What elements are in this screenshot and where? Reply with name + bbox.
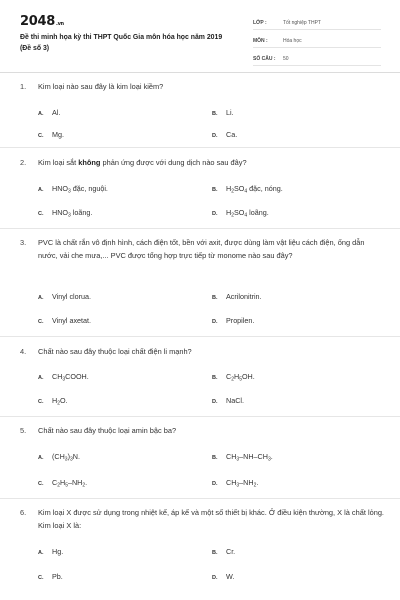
option-b[interactable] [212,292,262,301]
option-d[interactable] [212,572,234,581]
site-logo[interactable] [20,14,64,29]
question-text-part: phản ứng được với dung dịch nào sau đây? [100,158,247,167]
formula-subscript: 3 [69,456,73,463]
question-6 [20,506,385,532]
meta-value: Hóa học [283,38,302,44]
question-number: 6. [20,508,27,517]
formula-subscript: 2 [57,482,60,489]
question-text [38,156,385,169]
option-letter: D. [212,133,218,139]
question-text: Kim loại nào sau đây là kim loại kiềm? [38,82,164,91]
formula-subscript: 5 [65,482,68,489]
formula-part: đặc, nóng. [247,184,283,193]
formula-part: SO [233,208,245,217]
option-text [226,372,255,381]
option-d[interactable] [212,316,254,325]
question-text: Chất nào sau đây thuộc loại amin bậc ba? [38,426,177,435]
option-letter: A. [38,111,44,117]
formula-part: H [52,396,58,405]
meta-label: MÔN : [253,38,268,44]
option-text: Acrilonitrin. [226,292,262,301]
option-letter: A. [38,455,44,461]
option-letter: C. [38,399,44,405]
option-text: Pb. [52,572,63,581]
formula-part: N. [72,452,80,461]
option-text [52,396,68,405]
formula-part: HNO [52,208,68,217]
option-c[interactable] [38,396,68,405]
formula-subscript: 3 [236,482,240,489]
question-text: Chất nào sau đây thuộc loại chất điện li mạnh? [38,347,192,356]
meta-row-count [253,50,381,66]
option-letter: C. [38,133,44,139]
formula-subscript: 3 [67,212,71,219]
formula-subscript: 2 [231,188,234,195]
option-text [52,372,89,381]
question-1 [20,80,385,93]
option-b[interactable] [212,184,283,193]
option-d[interactable] [212,396,244,405]
option-a[interactable] [38,547,63,556]
question-divider [0,147,400,148]
option-text [226,208,269,217]
option-letter: D. [212,575,218,581]
formula-subscript: 3 [62,376,66,383]
formula-part: H [233,372,240,381]
formula-subscript: 2 [57,400,60,407]
option-text: NaCl. [226,396,244,405]
formula-part: loãng. [70,208,93,217]
formula-part: (CH [52,452,65,461]
header-divider [0,72,400,73]
question-number: 1. [20,82,27,91]
formula-subscript: 2 [231,212,234,219]
formula-part: CH [52,372,63,381]
option-text: W. [226,572,235,581]
question-number: 5. [20,426,27,435]
exam-title: Đề thi minh họa kỳ thi THPT Quốc Gia môn hóa học năm 2019 (Đề số 3) [20,34,223,52]
question-text-emphasis: không [78,158,101,167]
question-2 [20,156,385,169]
formula-part: H [59,478,66,487]
option-text [226,452,273,461]
option-letter: A. [38,550,44,556]
option-letter: D. [212,399,218,405]
formula-part: O. [59,396,68,405]
option-letter: B. [212,187,218,193]
option-letter: B. [212,455,218,461]
option-text [52,478,87,487]
formula-part: loãng. [247,208,269,217]
option-letter: A. [38,375,44,381]
formula-subscript: 3 [64,456,68,463]
option-text [226,478,258,487]
question-number: 3. [20,238,27,247]
option-text: Hg. [52,547,64,556]
logo-suffix: .vn [55,21,64,27]
option-b[interactable] [212,452,273,461]
formula-part: OH. [241,372,255,381]
option-letter: D. [212,211,218,217]
option-c[interactable] [38,316,91,325]
question-divider [0,228,400,229]
question-divider [0,336,400,337]
option-d[interactable] [212,130,237,139]
option-letter: B. [212,550,218,556]
formula-subscript: 3 [67,188,71,195]
option-letter: A. [38,295,44,301]
option-a[interactable] [38,372,89,381]
option-letter: C. [38,211,44,217]
option-c[interactable] [38,130,64,139]
formula-part: . [270,452,273,461]
option-text: Vinyl clorua. [52,292,92,301]
option-letter: B. [212,295,218,301]
option-b[interactable] [212,108,234,117]
option-b[interactable] [212,372,255,381]
formula-subscript: 3 [267,456,271,463]
option-letter: C. [38,319,44,325]
meta-row-subject [253,32,381,48]
question-5 [20,424,385,437]
option-d[interactable] [212,478,258,487]
meta-label: SỐ CÂU : [253,56,276,62]
question-text-part: Kim loại sắt [38,158,79,167]
formula-part: HNO [52,184,68,193]
formula-part: COOH. [65,372,89,381]
question-number: 4. [20,347,27,356]
option-b[interactable] [212,547,235,556]
option-letter: C. [38,481,44,487]
formula-subscript: 3 [236,456,240,463]
exam-header [0,0,400,72]
option-text: Propilen. [226,316,255,325]
formula-part: đặc, nguội. [70,184,108,193]
formula-part: CH [226,452,237,461]
formula-part: . [256,478,259,487]
formula-part: SO [233,184,245,193]
option-text [52,208,92,217]
option-text: Li. [226,108,234,117]
question-3 [20,236,385,262]
option-d[interactable] [212,208,269,217]
question-number: 2. [20,158,27,167]
formula-part: C [52,478,58,487]
question-4 [20,345,385,358]
option-text [52,452,80,461]
option-letter: C. [38,575,44,581]
option-a[interactable] [38,184,108,193]
formula-part: CH [226,478,237,487]
formula-subscript: 2 [82,482,86,489]
option-letter: A. [38,187,44,193]
question-divider [0,416,400,417]
option-letter: B. [212,375,218,381]
formula-subscript: 4 [244,188,248,195]
option-letter: B. [212,111,218,117]
option-text: Vinyl axetat. [52,316,92,325]
formula-subscript: 4 [244,212,248,219]
option-c[interactable] [38,478,87,487]
option-c[interactable] [38,572,63,581]
formula-part: –NH [239,478,254,487]
formula-part: H [226,208,232,217]
option-text [226,184,283,193]
option-letter: D. [212,481,218,487]
formula-part: H [226,184,232,193]
option-text: Al. [52,108,61,117]
formula-subscript: 2 [231,376,234,383]
option-a[interactable] [38,452,80,461]
formula-subscript: 2 [253,482,257,489]
formula-part: . [85,478,88,487]
formula-part: ) [67,452,70,461]
option-letter: D. [212,319,218,325]
question-divider [0,498,400,499]
question-text: Kim loại X được sử dụng trong nhiệt kế, áp kế và một số thiết bị khác. Ở điều kiện thường, X là chất lỏng. Kim loại X là: [38,508,384,530]
option-text: Cr. [226,547,236,556]
option-text [52,184,108,193]
meta-value: Tốt nghiệp THPT [283,20,321,26]
meta-value: 50 [283,56,289,62]
option-a[interactable] [38,108,60,117]
meta-label: LỚP : [253,20,267,26]
option-c[interactable] [38,208,92,217]
formula-part: C [226,372,232,381]
meta-row-class [253,14,381,30]
option-a[interactable] [38,292,91,301]
question-text: PVC là chất rắn vô định hình, cách điện tốt, bền với axit, được dùng làm vật liệu cách điện, ống dẫn nước, vải che mưa,... PVC được tổng hợp trực tiếp từ monome nào sau đây? [38,238,365,260]
exam-meta [253,14,381,68]
formula-subscript: 5 [239,376,242,383]
formula-part: –NH–CH [239,452,268,461]
option-text: Mg. [52,130,64,139]
formula-part: –NH [67,478,83,487]
logo-text: 2048 [20,14,55,29]
option-text: Ca. [226,130,238,139]
